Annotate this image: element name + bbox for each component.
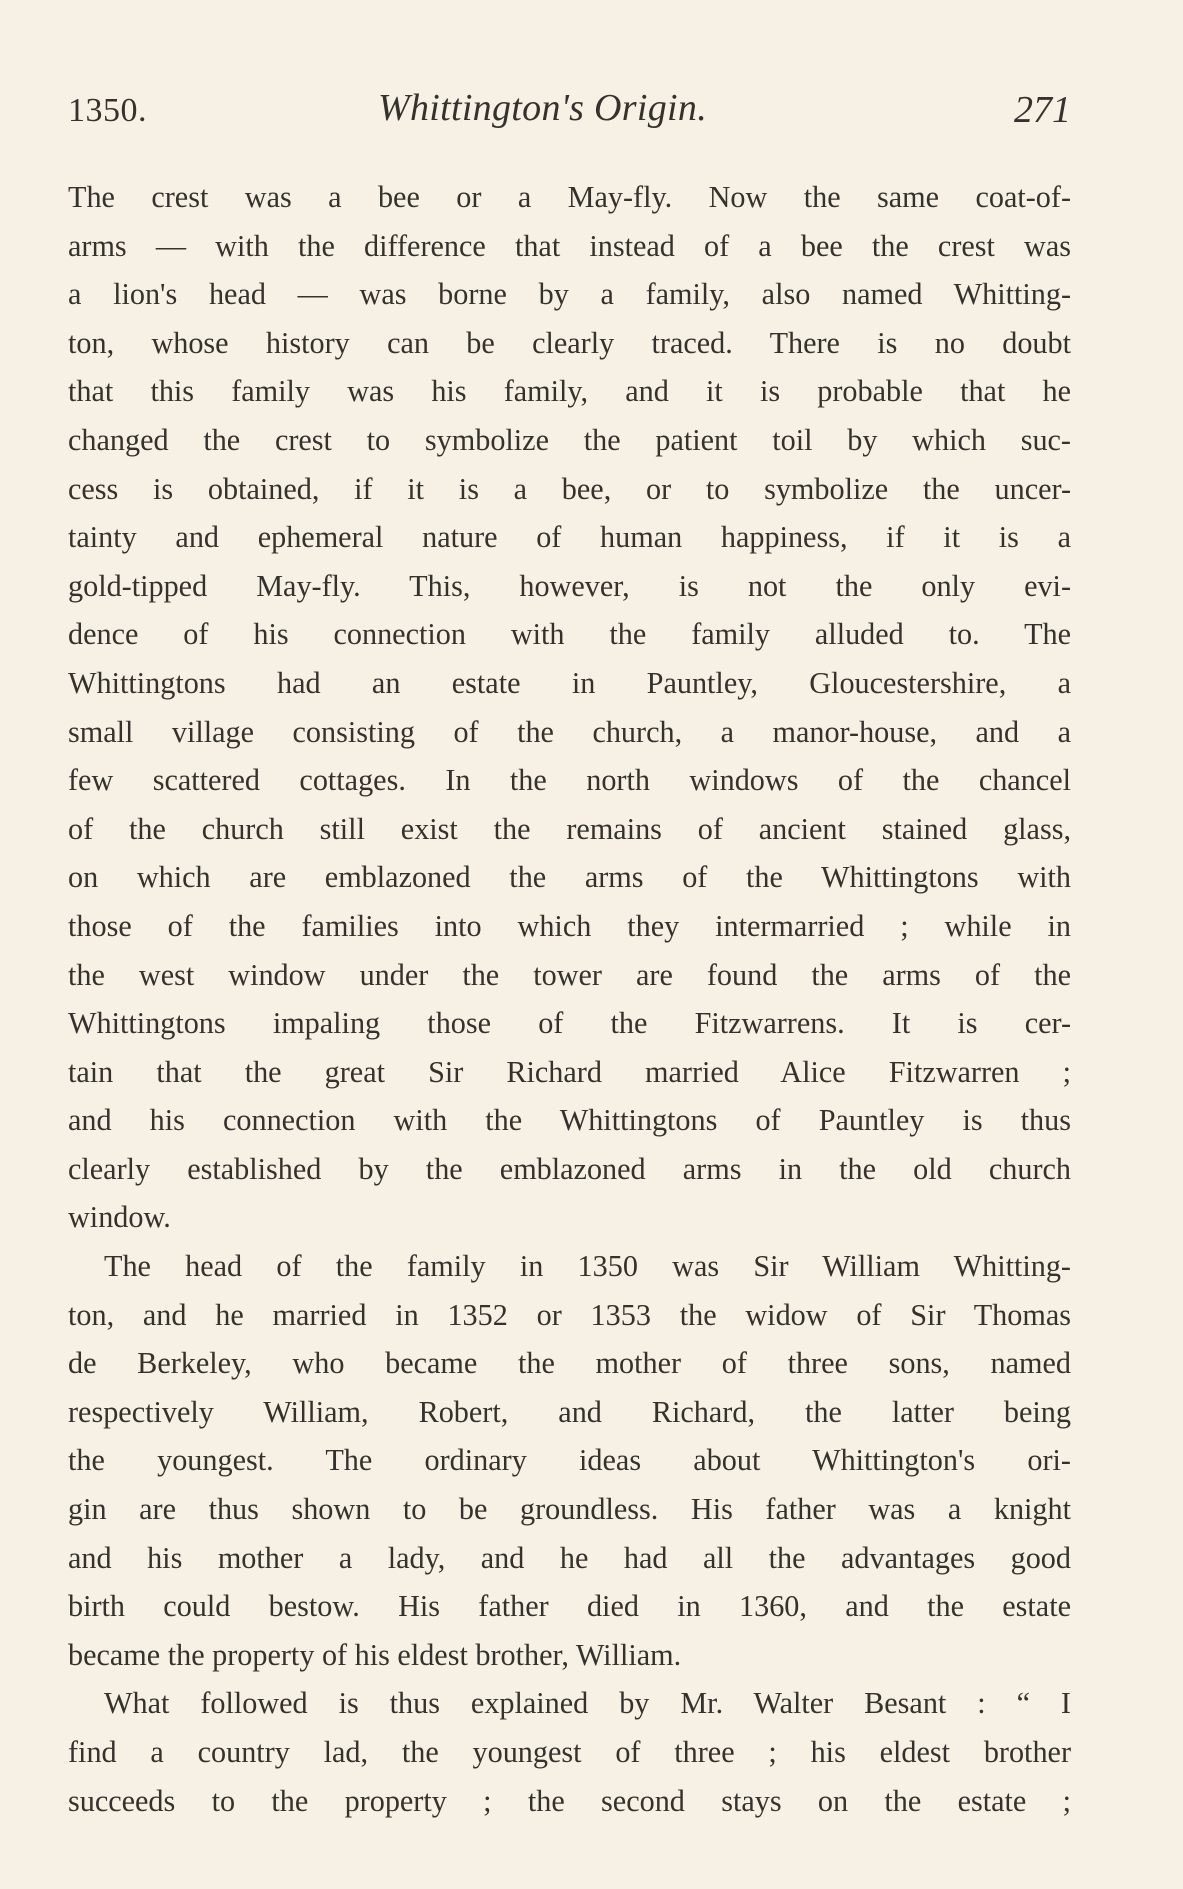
text-line: Whittingtons impaling those of the Fitzwarrens. It is cer- <box>68 1006 1071 1041</box>
text-line: on which are emblazoned the arms of the Whittingtons with <box>68 860 1071 895</box>
text-line: clearly established by the emblazoned arms in the old church <box>68 1151 1071 1186</box>
body-text <box>68 173 1071 1825</box>
text-line: tain that the great Sir Richard married Alice Fitzwarren ; <box>68 1054 1071 1089</box>
text-line: that this family was his family, and it is probable that he <box>68 374 1071 409</box>
text-line: Whittingtons had an estate in Pauntley, Gloucestershire, a <box>68 665 1071 700</box>
text-line: birth could bestow. His father died in 1360, and the estate <box>68 1589 1071 1624</box>
text-line: became the property of his eldest brother, William. <box>68 1637 682 1672</box>
header-year: 1350. <box>68 92 147 129</box>
text-line: succeeds to the property ; the second stays on the estate ; <box>68 1783 1071 1818</box>
page-number: 271 <box>1014 89 1071 131</box>
text-line: of the church still exist the remains of ancient stained glass, <box>68 811 1071 846</box>
text-line: ton, and he married in 1352 or 1353 the widow of Sir Thomas <box>68 1297 1071 1332</box>
text-line: de Berkeley, who became the mother of three sons, named <box>68 1346 1071 1381</box>
text-line: the youngest. The ordinary ideas about Whittington's ori- <box>68 1443 1071 1478</box>
text-line: The head of the family in 1350 was Sir William Whitting- <box>104 1249 1071 1284</box>
text-line: What followed is thus explained by Mr. Walter Besant : “ I <box>104 1686 1071 1721</box>
text-line: and his connection with the Whittingtons of Pauntley is thus <box>68 1103 1071 1138</box>
text-line: ton, whose history can be clearly traced. There is no doubt <box>68 325 1071 360</box>
text-line: cess is obtained, if it is a bee, or to symbolize the uncer- <box>68 471 1071 506</box>
text-line: few scattered cottages. In the north windows of the chancel <box>68 763 1071 798</box>
running-title: Whittington's Origin. <box>378 87 708 129</box>
text-line: gin are thus shown to be groundless. His father was a knight <box>68 1492 1071 1527</box>
text-line: changed the crest to symbolize the patient toil by which suc- <box>68 422 1071 457</box>
text-line: gold-tipped May-fly. This, however, is not the only evi- <box>68 568 1071 603</box>
text-line: those of the families into which they intermarried ; while in <box>68 908 1071 943</box>
text-line: and his mother a lady, and he had all the advantages good <box>68 1540 1071 1575</box>
text-line: the west window under the tower are found the arms of the <box>68 957 1071 992</box>
text-line: find a country lad, the youngest of three ; his eldest brother <box>68 1735 1071 1769</box>
text-line: tainty and ephemeral nature of human happiness, if it is a <box>68 520 1071 555</box>
text-line: small village consisting of the church, a manor-house, and a <box>68 714 1071 749</box>
running-header <box>68 86 1071 146</box>
text-line: respectively William, Robert, and Richard, the latter being <box>68 1394 1071 1429</box>
text-line: dence of his connection with the family alluded to. The <box>68 617 1071 652</box>
text-line: arms — with the difference that instead of a bee the crest was <box>68 228 1071 263</box>
text-line: a lion's head — was borne by a family, also named Whitting- <box>68 277 1071 312</box>
text-line: The crest was a bee or a May-fly. Now the same coat-of- <box>68 180 1071 214</box>
text-line: window. <box>68 1200 171 1235</box>
